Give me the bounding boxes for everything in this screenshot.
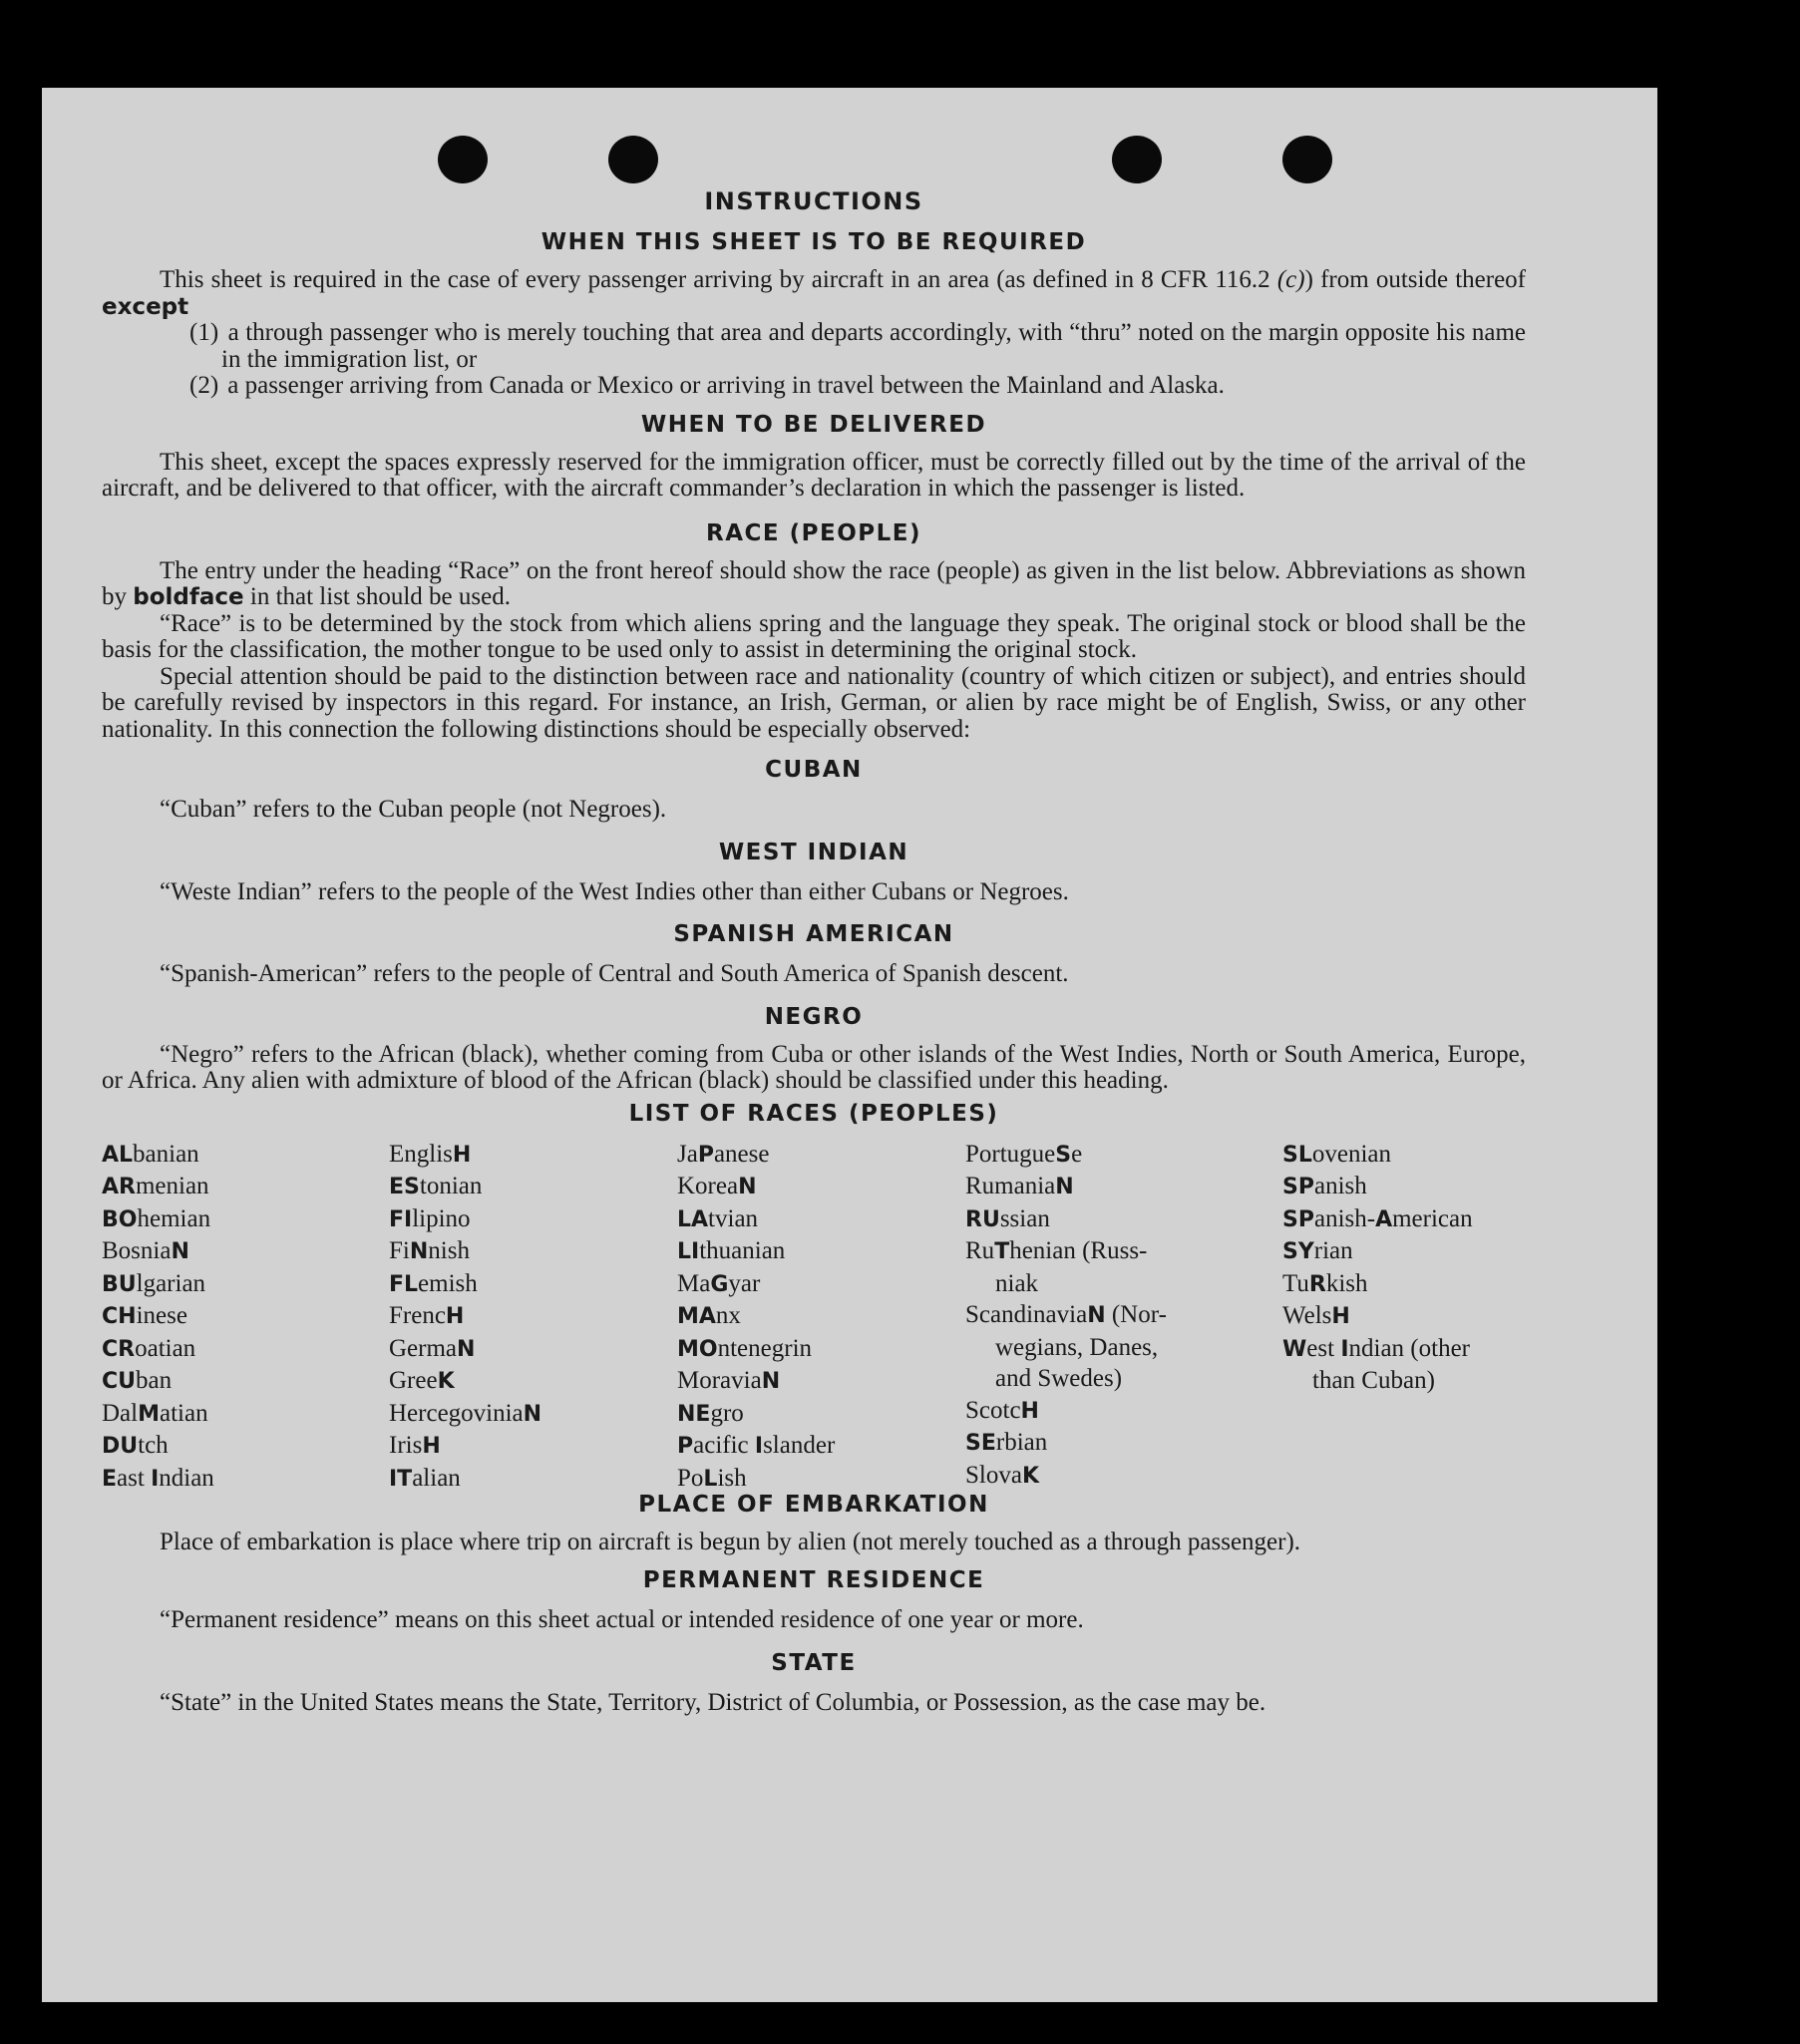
abbreviation-letters: N [1087, 1303, 1106, 1328]
abbreviation-letters: K [1021, 1463, 1040, 1489]
race-entry [965, 1460, 1167, 1493]
race-entry [102, 1365, 214, 1398]
race-text: Po [677, 1464, 704, 1492]
abbreviation-letters: H [445, 1304, 465, 1329]
race-entry [677, 1235, 835, 1268]
abbreviation-letters: A [1375, 1206, 1393, 1232]
race-text: lgarian [136, 1269, 206, 1297]
race-entry [1282, 1300, 1473, 1333]
race-entry [965, 1139, 1167, 1172]
text: This sheet is required in the case of every passenger arriving by aircraft in an area (as defined in 8 CFR 116.2 [160, 266, 1277, 293]
race-text: yar [728, 1269, 761, 1297]
abbreviation-letters: P [677, 1434, 694, 1459]
paragraph [102, 267, 1526, 320]
abbreviation-letters: S [1055, 1142, 1072, 1168]
abbreviation-letters: CR [102, 1336, 136, 1362]
race-entry [102, 1203, 214, 1236]
abbreviation-letters: R [1308, 1271, 1326, 1297]
race-entry [102, 1268, 214, 1301]
race-entry [677, 1268, 835, 1301]
text: a through passenger who is merely touching that area and departs accordingly, with “thru” noted on the margin opposite his name in the immigration list, or [221, 319, 1527, 373]
race-column [1282, 1139, 1473, 1397]
race-text: Korea [677, 1173, 739, 1199]
race-entry [102, 1333, 214, 1366]
race-text: oatian [135, 1334, 196, 1362]
paragraph [102, 558, 1526, 611]
race-text: ovenian [1311, 1140, 1392, 1168]
race-entry [677, 1430, 835, 1463]
abbreviation-letters: N [457, 1336, 476, 1362]
race-entry [389, 1365, 541, 1398]
abbreviation-letters: T [994, 1239, 1010, 1264]
race-entry [677, 1333, 835, 1366]
section-heading: CUBAN [765, 757, 863, 783]
abbreviation-letters: FI [389, 1206, 413, 1232]
race-text: wegians, Danes, [995, 1333, 1159, 1361]
abbreviation-letters: SE [965, 1431, 996, 1456]
race-entry [102, 1300, 214, 1333]
race-column [677, 1139, 835, 1496]
abbreviation-letters: G [710, 1271, 729, 1297]
race-text: alian [412, 1464, 461, 1492]
race-text: Bosnia [102, 1237, 172, 1264]
section-heading: SPANISH AMERICAN [673, 921, 954, 947]
race-text: Tu [1282, 1269, 1309, 1297]
punch-hole [1282, 136, 1332, 183]
abbreviation-letters: W [1282, 1336, 1307, 1362]
race-entry [965, 1363, 1167, 1395]
abbreviation-letters: H [1020, 1398, 1039, 1424]
abbreviation-letters: RU [965, 1206, 1000, 1232]
race-text: slander [763, 1432, 836, 1459]
paragraph: Special attention should be paid to the distinction between race and nationality (country of which citizen or subject), and entries should be carefully revised by inspectors in this regard. For instance, an Irish, German, or alien by race might be of English, Swiss, or any other nationality. In this connection the following distinctions should be especially observed: [102, 662, 1526, 743]
item-number: (2) [189, 372, 219, 399]
race-text: ndian (other [1348, 1334, 1470, 1362]
race-entry [102, 1463, 214, 1496]
race-text: Portugue [965, 1140, 1056, 1168]
abbreviation-letters: AR [102, 1175, 136, 1199]
abbreviation-letters: LA [677, 1206, 709, 1232]
race-entry [965, 1299, 1167, 1332]
race-text: ntenegrin [717, 1334, 813, 1362]
race-text: e [1071, 1140, 1083, 1168]
race-text: nish [428, 1237, 470, 1264]
paragraph: “Negro” refers to the African (black), whether coming from Cuba or other islands of the West Indies, North or South America, Europe, or Africa. Any alien with admixture of blood of the African (black) should be classified under this heading. [102, 1040, 1526, 1094]
race-entry [1282, 1235, 1473, 1268]
race-entry [389, 1300, 541, 1333]
abbreviation-letters: I [151, 1466, 160, 1492]
abbreviation-letters: H [1331, 1304, 1350, 1329]
race-text: Wels [1282, 1302, 1332, 1329]
race-entry [389, 1430, 541, 1463]
race-entry [102, 1398, 214, 1431]
race-text: anish- [1313, 1204, 1376, 1232]
section-heading: PERMANENT RESIDENCE [642, 1567, 985, 1593]
race-entry [677, 1171, 835, 1203]
abbreviation-letters: I [754, 1434, 764, 1459]
section-heading: LIST OF RACES (PEOPLES) [628, 1100, 999, 1127]
paragraph: “Weste Indian” refers to the people of the West Indies other than either Cubans or Negroes. [160, 877, 1069, 905]
race-entry [102, 1235, 214, 1268]
race-entry [965, 1203, 1167, 1236]
abbreviation-letters: BO [102, 1206, 138, 1232]
race-text: Ru [965, 1237, 995, 1264]
race-text: thuanian [699, 1237, 786, 1264]
race-entry [1282, 1203, 1473, 1236]
document-sheet [42, 88, 1657, 2002]
race-text: tonian [419, 1173, 483, 1199]
abbreviation-letters: N [409, 1239, 429, 1264]
race-entry [677, 1139, 835, 1172]
section-heading: WHEN TO BE DELIVERED [640, 411, 987, 438]
race-entry [389, 1398, 541, 1431]
abbreviation-letters: LI [677, 1239, 700, 1264]
abbreviation-letters: P [697, 1142, 714, 1168]
abbreviation-letters: MO [677, 1336, 718, 1362]
race-text: Moravia [677, 1367, 762, 1394]
race-entry [677, 1203, 835, 1236]
race-entry [1282, 1268, 1473, 1301]
page-title: INSTRUCTIONS [704, 187, 923, 215]
race-text: ast [117, 1464, 152, 1492]
race-text: Slova [965, 1461, 1022, 1489]
abbreviation-letters: ES [389, 1175, 420, 1199]
race-entry [677, 1300, 835, 1333]
list-item [102, 373, 1526, 400]
abbreviation-letters: SY [1282, 1239, 1314, 1264]
race-entry [677, 1398, 835, 1431]
race-text: kish [1325, 1269, 1368, 1297]
abbreviation-letters: M [138, 1401, 161, 1427]
race-text: tch [138, 1432, 169, 1459]
race-text: tvian [708, 1204, 759, 1232]
race-entry [389, 1171, 541, 1203]
race-text: than Cuban) [1312, 1367, 1435, 1394]
instructions-content [102, 187, 1526, 1716]
abbreviation-letters: H [452, 1142, 472, 1168]
race-text: and Swedes) [995, 1365, 1123, 1392]
race-text: menian [135, 1173, 209, 1199]
text: ) from outside thereof [1304, 266, 1527, 293]
abbreviation-letters: DU [102, 1434, 139, 1459]
text: in that list should be used. [243, 583, 511, 610]
race-entry [389, 1139, 541, 1172]
abbreviation-letters: NE [677, 1401, 711, 1427]
race-text: Englis [389, 1140, 453, 1168]
abbreviation-letters: CH [102, 1304, 137, 1329]
section-heading: RACE (PEOPLE) [706, 519, 921, 546]
race-text: inese [136, 1302, 187, 1329]
race-text: nx [715, 1302, 741, 1329]
abbreviation-letters: IT [389, 1466, 413, 1492]
abbreviation-letters: N [738, 1175, 757, 1199]
punch-hole [438, 136, 488, 183]
race-text: est [1306, 1334, 1341, 1362]
race-text: Ma [677, 1269, 711, 1297]
race-entry [677, 1463, 835, 1496]
race-column [389, 1139, 541, 1496]
text: The entry under the heading “Race” on the front hereof should show the race (people) as given in the list below. Abbreviations as shown by [102, 556, 1526, 610]
race-text: hemian [137, 1204, 211, 1232]
race-text: henian (Russ- [1009, 1237, 1148, 1264]
abbreviation-letters: CU [102, 1369, 137, 1394]
bold-text: except [102, 293, 189, 320]
race-text: lipino [412, 1204, 471, 1232]
race-text: Scotc [965, 1396, 1021, 1424]
punch-hole [608, 136, 658, 183]
race-text: anish [1313, 1173, 1367, 1199]
paragraph: This sheet, except the spaces expressly reserved for the immigration officer, must be correctly filled out by the time of the arrival of the aircraft, and be delivered to that officer, with the aircraft commander’s declaration in which the passenger is listed. [102, 448, 1526, 502]
race-text: ban [136, 1367, 173, 1394]
abbreviation-letters: L [703, 1466, 718, 1492]
race-text: Scandinavia [965, 1301, 1088, 1328]
race-entry [389, 1333, 541, 1366]
race-entry [389, 1203, 541, 1236]
abbreviation-letters: N [523, 1401, 542, 1427]
race-entry [389, 1463, 541, 1496]
abbreviation-letters: MA [677, 1304, 716, 1329]
race-text: rian [1313, 1237, 1353, 1264]
race-text: ndian [159, 1464, 214, 1492]
race-text: Frenc [389, 1302, 446, 1329]
item-number: (1) [189, 319, 219, 346]
race-entry [965, 1427, 1167, 1460]
race-entry [677, 1365, 835, 1398]
race-column [965, 1139, 1167, 1493]
race-entry [102, 1171, 214, 1203]
race-text: Iris [389, 1432, 423, 1459]
punch-hole [1112, 136, 1162, 183]
abbreviation-letters: I [1340, 1336, 1349, 1362]
race-text: atian [160, 1399, 208, 1427]
race-text: niak [995, 1269, 1039, 1297]
abbreviation-letters: SL [1282, 1142, 1312, 1168]
abbreviation-letters: K [437, 1369, 455, 1394]
race-entry [965, 1332, 1167, 1364]
race-entry [1282, 1333, 1473, 1366]
text: (c) [1276, 266, 1305, 293]
race-text: emish [418, 1269, 478, 1297]
section-heading: WEST INDIAN [718, 839, 909, 865]
paragraph: Place of embarkation is place where trip on aircraft is begun by alien (not merely touched as a through passenger). [160, 1528, 1301, 1555]
race-entry [965, 1235, 1167, 1268]
race-entry [1282, 1171, 1473, 1203]
abbreviation-letters: FL [389, 1271, 419, 1297]
section-heading: STATE [771, 1649, 857, 1676]
race-entry [965, 1268, 1167, 1300]
race-text: rbian [995, 1429, 1048, 1456]
paragraph: “Permanent residence” means on this sheet actual or intended residence of one year or more. [160, 1606, 1084, 1633]
race-entry [389, 1268, 541, 1301]
race-text: (Nor- [1105, 1301, 1167, 1328]
race-text: gro [710, 1399, 744, 1427]
list-item [102, 320, 1526, 373]
abbreviation-letters: N [761, 1369, 781, 1394]
race-entry [1282, 1365, 1473, 1397]
race-text: Gree [389, 1367, 438, 1394]
abbreviation-letters: AL [102, 1142, 134, 1168]
race-entry [1282, 1139, 1473, 1172]
abbreviation-letters: BU [102, 1271, 137, 1297]
race-list [102, 1139, 1526, 1492]
paragraph: “Spanish-American” refers to the people of Central and South America of Spanish descent. [160, 960, 1069, 987]
text: a passenger arriving from Canada or Mexico or arriving in travel between the Mainland and Alaska. [227, 372, 1225, 399]
abbreviation-letters: H [422, 1434, 441, 1459]
paragraph: “Race” is to be determined by the stock from which aliens spring and the language they speak. The original stock or blood shall be the basis for the classification, the mother tongue to be used only to assist in determining the original stock. [102, 609, 1526, 663]
section-heading: PLACE OF EMBARKATION [638, 1491, 989, 1518]
abbreviation-letters: E [102, 1466, 118, 1492]
race-text: acific [693, 1432, 755, 1459]
race-text: Ja [677, 1140, 698, 1168]
section-heading: NEGRO [764, 1003, 864, 1030]
paragraph: “State” in the United States means the State, Territory, District of Columbia, or Possession, as the case may be. [160, 1688, 1266, 1716]
race-text: banian [133, 1140, 199, 1168]
race-entry [102, 1139, 214, 1172]
race-text: Dal [102, 1399, 139, 1427]
race-text: merican [1392, 1204, 1473, 1232]
race-text: ish [717, 1464, 747, 1492]
bold-text: boldface [133, 584, 244, 610]
race-entry [965, 1171, 1167, 1203]
abbreviation-letters: SP [1282, 1206, 1314, 1232]
race-entry [965, 1395, 1167, 1428]
abbreviation-letters: N [171, 1239, 189, 1264]
race-entry [102, 1430, 214, 1463]
race-column [102, 1139, 214, 1496]
race-text: Hercegovinia [389, 1399, 524, 1427]
paragraph: “Cuban” refers to the Cuban people (not Negroes). [160, 796, 667, 823]
race-entry [389, 1235, 541, 1268]
race-text: Germa [389, 1334, 458, 1362]
race-text: ssian [999, 1204, 1050, 1232]
abbreviation-letters: N [1055, 1175, 1074, 1199]
race-text: Rumania [965, 1173, 1056, 1199]
race-text: anese [713, 1140, 770, 1168]
race-text: Fi [389, 1237, 410, 1264]
section-heading: WHEN THIS SHEET IS TO BE REQUIRED [540, 229, 1087, 255]
abbreviation-letters: SP [1282, 1175, 1314, 1199]
